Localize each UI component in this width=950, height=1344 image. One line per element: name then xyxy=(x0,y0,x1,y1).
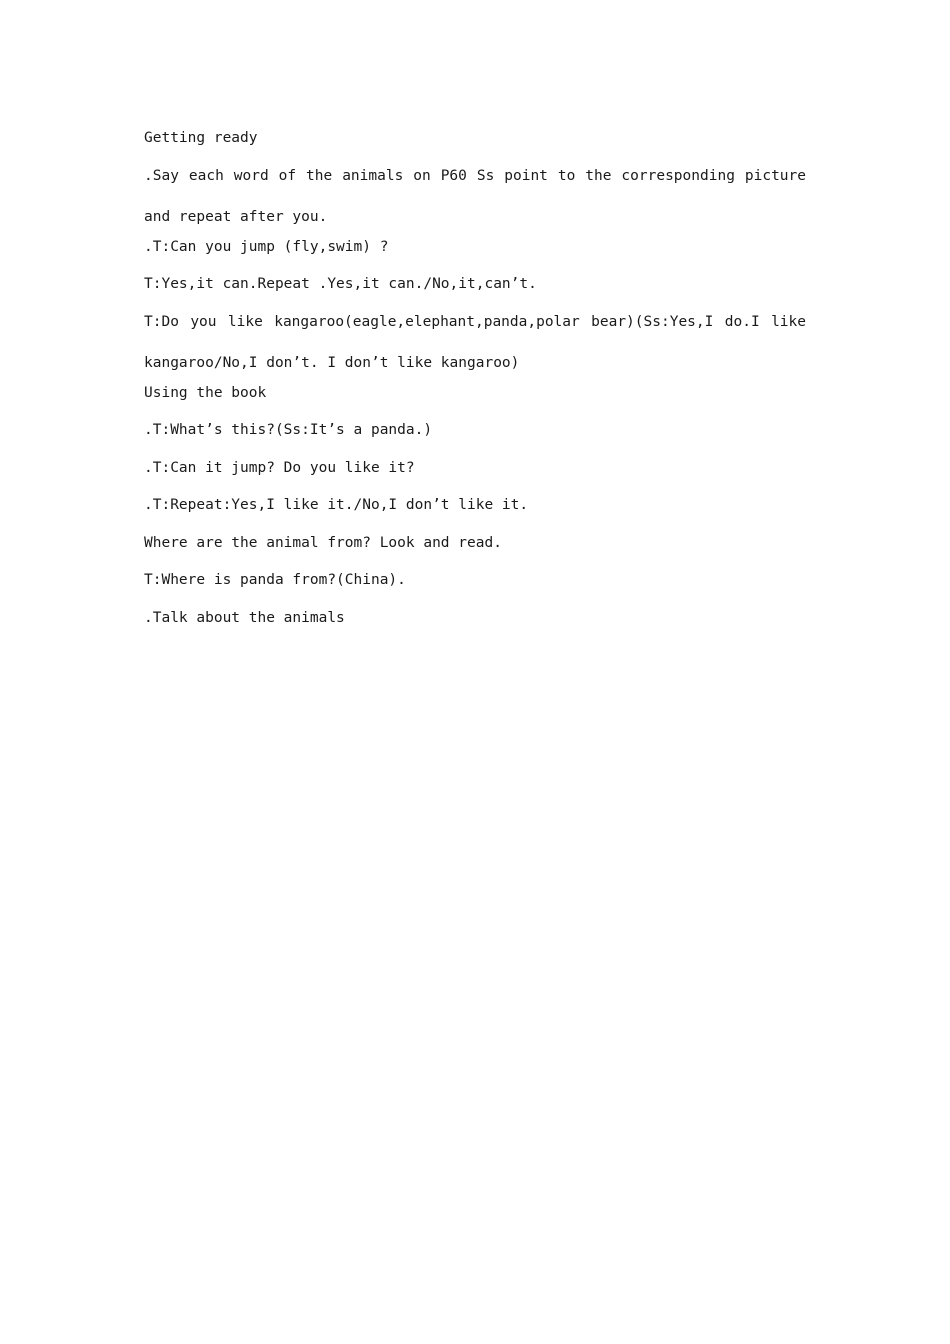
paragraph-where-are-animals: Where are the animal from? Look and read. xyxy=(144,534,502,551)
section-heading-using-the-book: Using the book xyxy=(144,384,267,401)
paragraph-can-it-jump: .T:Can it jump? Do you like it? xyxy=(144,459,415,476)
paragraph-yes-it-can: T:Yes,it can.Repeat .Yes,it can./No,it,can’t. xyxy=(144,276,537,292)
paragraph-repeat-like: .T:Repeat:Yes,I like it./No,I don’t like it. xyxy=(144,497,529,513)
paragraph-where-is-panda: T:Where is panda from?(China). xyxy=(144,572,406,588)
paragraph-can-you-jump: .T:Can you jump (fly,swim) ? xyxy=(144,238,389,255)
document-body xyxy=(144,126,806,643)
paragraph-say-each-word: .Say each word of the animals on P60 Ss point to the corresponding picture and repeat after you. xyxy=(144,167,806,225)
paragraph-do-you-like: T:Do you like kangaroo(eagle,elephant,panda,polar bear)(Ss:Yes,I do.I like kangaroo/No,I don’t. I don’t like kangaroo) xyxy=(144,313,806,371)
paragraph-whats-this: .T:What’s this?(Ss:It’s a panda.) xyxy=(144,422,433,438)
paragraph-talk-about: .Talk about the animals xyxy=(144,609,345,626)
section-heading-getting-ready: Getting ready xyxy=(144,130,258,146)
